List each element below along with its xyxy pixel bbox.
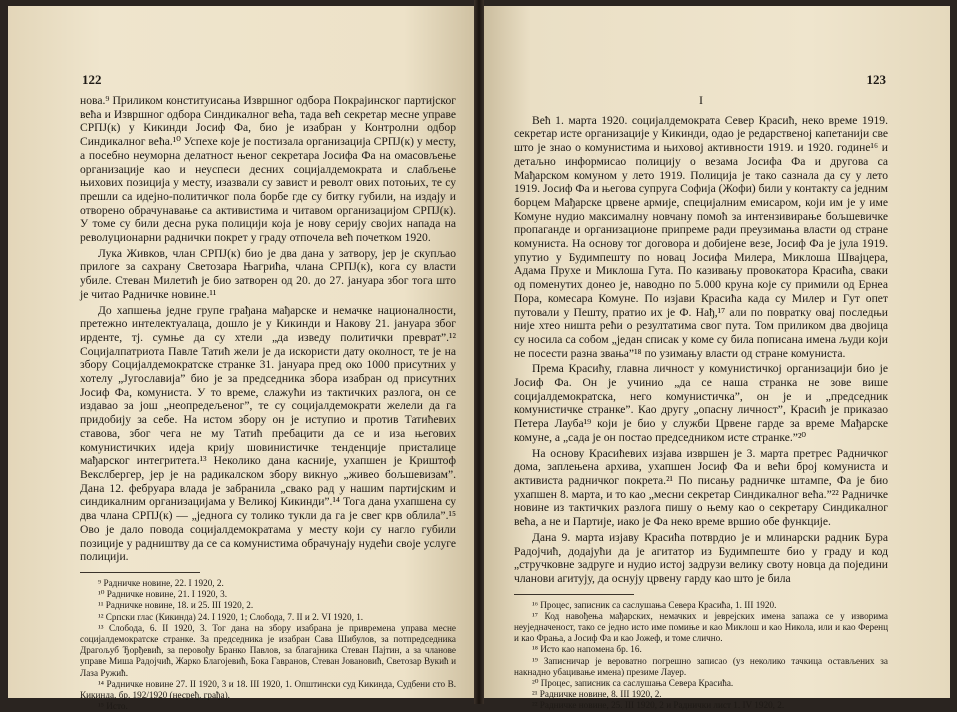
footnote: ¹² Српски глас (Кикинда) 24. I 1920, 1; Слобода, 7. II и 2. VI 1920, 1. (98, 611, 364, 622)
paragraph: Дана 9. марта изјаву Красића потврдио је и млинарски радник Бура Радојчић, додајући да је агитатор из Будимпеште био у граду и код „стручковне задруге и нудио истој задрузи велику своту новца да поједини чланови агитују, да оснују црвену гарду као што је била (514, 530, 888, 585)
paragraph: До хапшења једне групе грађана мађарске и немачке националности, претежно интелектуалаца, дошло је у Кикинди и Накову 21. јануара због ирденте, тј. сумње да су хтели „да изведу политички преврат”.¹² Социјалпатриота Павле Татић жели је да искористи дату околност, те је на збору Социјалдемократске странке 31. јануара пред око 1000 присутних у хотелу „Југославија” био је за председника збора изабран од присутних Јосиф Фа, комуниста. У то време, слажући из тактичких разлога, он се издавао за још „неопредељеног”, те су социјалдемократи желели да га придобију за себе. На истом збору он је иступио и против Татићевих ставова, због чега не му Татић пребацити да се и иза његових комунистичких идеја крију шовинистичке тенденције присталице мађарског интегритета.¹³ Неколико дана касније, ухапшен је Криштоф Векслбергер, јер је на радикалском збору викнуо „живео бољшевизам”. Дана 12. фебруара влада је забранила „свакo рад у нашим партијским и синдикалним организацијама у Великој Кикинди”.¹⁴ Тога дана ухапшена су два члана СРПЈ(к) — „једнога су толико тукли да га је свег крв облила”.¹⁵ Ово је дало повода социјалдемократама у месту који су нагло губили позиције у радништву да се са комунистима обрачунају нудећи своје услуге полицији. (80, 303, 456, 564)
body-text (514, 94, 888, 586)
paragraph: На основу Красићевих изјава извршен је 3. марта претрес Радничког дома, заплењена архива, ухапшен Јосиф Фа и већи број комуниста и активиста радничког покрета.²¹ По писању радничке штампе, Фа је био ухапшен 8. марта, и то као „месни секретар Синдикалног већа.”²² Радничке новине из тактичких разлога пишу о њему као о секретару Синдикалног већа, а не и Партије, иако је Фа неко време вршио обе функције. (514, 446, 888, 529)
footnote: ¹⁷ Код навођења мађарских, немачких и јеврејских имена запажа се у изворима неуједначеност, тако се једно исто име помиње и као Миклош и као Никола, или и као Ференц и као Фрања, а Јосиф Фа и као Јожеф, и томе слично. (514, 610, 888, 644)
book-spine (474, 0, 484, 704)
page-number: 123 (866, 72, 886, 87)
footnotes (80, 578, 456, 712)
paragraph: Већ 1. марта 1920. социјалдемократа Север Красић, неко време 1919. секретар исте организације у Кикинди, одао је редарственој капетанији све што је знао о комунистима и њиховој активности 1919. и 1920. године¹⁶ и детаљно информисао полицију о везама Јосифа Фа и другова са Мађарском комуном у лето 1919. Полиција је тако сазнала да су у лето 1919. Јосиф Фа и његова супруга Софија (Жофи) били у контакту са једним борцем Мађарске црвене армије, специјалним емисаром, који им је у име Комуне нудио максималну новчану помоћ за интензивирање бољшевичке пропаганде и организационе припреме ради преузимања власти од стране комуниста. На основу тог договора и добијене везе, Јосиф Фа је јула 1919. упутио у Будимпешту по новац Јосифа Милера, Миклоша Шваjцера, Адама Прухе и Миклоша Гута. По казивању провокатора Красића, сваки од поменутих донео је, наводно по 5.000 круна које су примили од Ернеа Пора, комесара Комуне. По изјави Красића када су Милер и Гут опет путовали у Пешту, пратио их је Ф. Нађ,¹⁷ али по повратку овај последњи није хтео ништа рећи о резултатима свог пута. Том приликом два двојица су носила са собом „један списак у коме су била пописана имена људи који не посести разна звања”¹⁸ по узимању власти од стране комуниста. (514, 113, 888, 360)
footnote: ¹⁹ Записничар је вероватно погрешно записао (уз неколико тачкица остављених за накнадно убацивање имена) презиме Лауер. (514, 655, 888, 677)
footnote: ¹³ Слобода, 6. II 1920, 3. Тог дана на збору изабрана је привремена управа месне социјалдемократске странке. За председника је изабран Сава Шибулов, за потпредседника Драгољуб Ђорђевић, за перовођу Бранко Павлов, за благајника Стеван Пајтин, а за чланове управе Миша Радојчић, Жарко Благојевић, Бока Гавранов, Стеван Јовановић, Светозар Вукић и Лаза Ружић. (80, 622, 456, 678)
footnote: ²² Радничке новине, 25. III 1920, 2 и Раднички лист 1. IV 1920, 2. (532, 700, 785, 711)
paragraph: Према Красићу, главна личност у комунистичкој организацији био је Јосиф Фа. Он је учинио „да се наша странка не зове више социјалдемократска, него комунистичка”, он је и „председник комунистичке странке”. Као другу „опасну личност”, Красић је приказао Петера Лауба¹⁹ који је био у служби Црвене гарде за време Мађарске комуне, а „сада је он постао председником исте странке.”²⁰ (514, 362, 888, 444)
footnote: ¹⁸ Исто као напомена бр. 16. (532, 644, 642, 655)
right-page (484, 6, 950, 711)
page-number: 122 (82, 72, 102, 87)
footnote: ²¹ Радничке новине, 8. III 1920, 2. (532, 689, 662, 700)
paragraph: нова.⁹ Приликом конституисања Извршног одбора Покрајинског партијског већа и Извршног одбора Синдикалног већа, тада већ секретар месне управе СРПЈ(к) у Кикинди Јосиф Фа, био је изабран у Контролни одбор Синдикалног већа.¹⁰ Успехе које је постизала организација СРПЈ(к) у месту, а посебно неуморна делатност њеног секретара Јосифа Фа на омасовљење организације као и неуспеси десних социјалдемократа и слабљење њихових позиција у месту, изазвали су завист и револт ових потоњих, те су прешли са идејно-политичког пола борбе где су битку губили, на издају и отворено обрачунавање са активистима и читавом организацијом СРПЈ(к). У томе су били десна рука полицији која је нову серију својих напада на револуционарни раднички покрет у граду отпочела већ почетком 1920. (80, 94, 456, 245)
footnote-divider (514, 594, 634, 595)
footnote: ²⁰ Процес, записник са саслушања Севера Красића. (532, 678, 734, 689)
footnote: ¹⁶ Процес, записник са саслушања Севера Красића, 1. III 1920. (532, 599, 777, 610)
footnote: ¹⁴ Радничке новине 27. II 1920, 3 и 18. III 1920, 1. Општински суд Кикинда, Судбени сто В. Кикинда, бр. 192/1920 (несређ. грађа). (80, 678, 456, 700)
section-heading: I (699, 93, 703, 107)
footnote: ¹⁰ Радничке новине, 21. I 1920, 3. (98, 589, 228, 600)
paragraph: Лука Живков, члан СРПЈ(к) био је два дана у затвору, јер је скупљао прилоге за сахрану Светозара Њагрића, члана СРПЈ(к), кога су власти убиле. Стеван Милетић је био затворен од 20. до 27. јануара због тога што је читао Радничке новине.¹¹ (80, 246, 456, 301)
footnote-divider (80, 572, 200, 573)
body-text (80, 94, 456, 564)
footnote: ¹¹ Радничке новине, 18. и 25. III 1920, 2. (98, 600, 254, 611)
footnote: ¹⁵ Исто. (98, 701, 128, 712)
footnote: ⁹ Радничке новине, 22. I 1920, 2. (98, 577, 224, 588)
footnotes (514, 600, 888, 712)
left-page (8, 6, 474, 712)
